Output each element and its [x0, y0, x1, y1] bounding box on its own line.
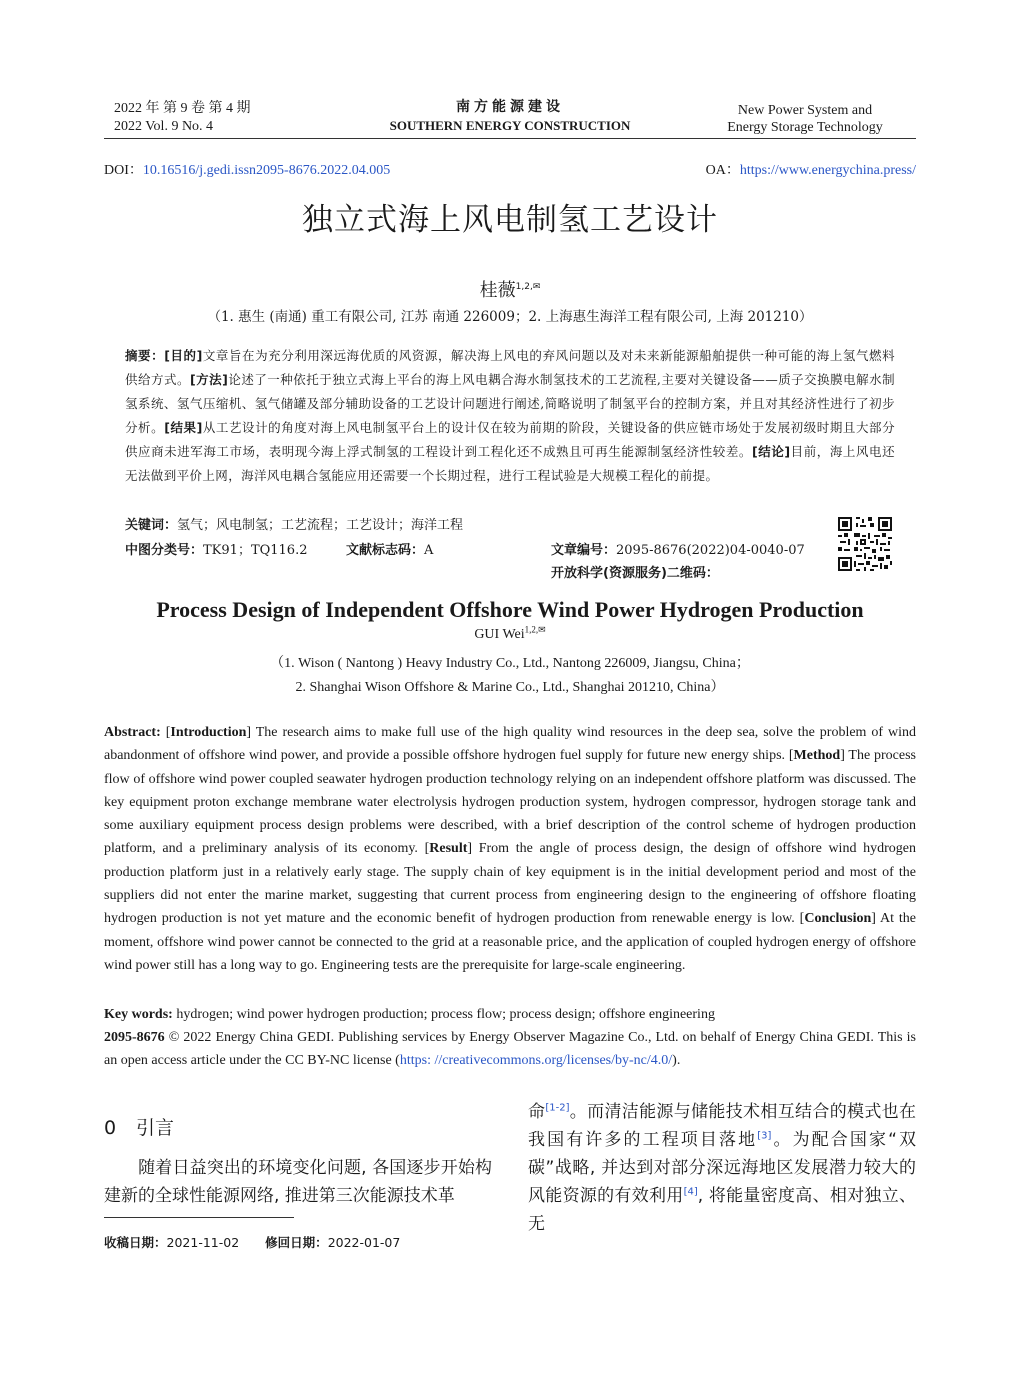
journal-name	[372, 98, 648, 135]
author-name-cn: 桂薇	[479, 280, 516, 301]
clc-value: TK91；TQ116.2	[203, 543, 308, 558]
doi	[104, 159, 390, 179]
author-name-en: GUI Wei	[474, 627, 525, 642]
keywords-en-value: hydrogen; wind power hydrogen production; process flow; process design; offshore engineering	[172, 1007, 715, 1022]
abstract-cn-method: 论述了一种依托于独立式海上平台的海上风电耦合海水制氢技术的工艺流程,主要对关键设备——质子交换膜电解水制氢系统、氢气压缩机、氢气储罐及部分辅助设备的工艺设计问题进行阐述,简略说明了制氢平台的控制方案，并且对其经济性进行了初步分析。	[125, 372, 895, 435]
column-name	[700, 102, 910, 136]
footnote-divider	[104, 1217, 294, 1218]
citation-ref[interactable]: [1-2]	[545, 1102, 570, 1114]
keywords-cn	[125, 514, 463, 533]
body-right-seg3: 。为配合国家“双碳”战略, 并达到对部分深远海地区发展潜力较大的风能资源的有效利用	[528, 1130, 917, 1206]
received-label: 收稿日期：	[104, 1235, 167, 1250]
keywords-en-label: Key words:	[104, 1007, 173, 1022]
abstract-en-introduction: The research aims to make full use of the high quality wind resources in the deep sea, solve the problem of wind abandonment of offshore wind power, and provide a possible offshore hydrogen fuel supply for future new energy ships.	[104, 725, 917, 764]
revised-label: 修回日期：	[265, 1235, 328, 1250]
oa-label: OA：	[705, 163, 740, 178]
license-link[interactable]: https: //creativecommons.org/licenses/by-nc/4.0/	[399, 1053, 673, 1069]
article-number-value: 2095-8676(2022)04-0040-07	[616, 543, 805, 558]
doc-code-value: A	[424, 543, 434, 558]
abstract-en: Abstract: [Introduction] The research aims to make full use of the high quality wind resources in the deep sea, solve the problem of wind abandonment of offshore wind power, and provide a possible offshore hydrogen fuel supply for future new energy ships. [Method] The process flow of offshore wind power coupled seawater hydrogen production technology relying on an independent offshore platform was discussed. The key equipment proton exchange membrane water electrolysis hydrogen production system, hydrogen compressor, hydrogen storage tank and some auxiliary equipment process design problems were described, with a brief description of the control scheme of hydrogen production platform, and a preliminary analysis of its economy. [Result] From the angle of process design, the design of offshore wind hydrogen production platform just in a relatively early stage. The supply chain of key equipment is in the initial development period and most of the suppliers did not enter the marine market, suggesting that current process from engineering design to the engineering of offshore floating hydrogen production is not yet mature and the economic benefit of hydrogen production from renewable energy is low. [Conclusion] At the moment, offshore wind power cannot be connected to the grid at a reasonable price, and the application of coupled hydrogen energy of offshore wind power still has a long way to go. Engineering tests are the prerequisite for large-scale engineering.	[104, 725, 917, 973]
body-text-left	[104, 1154, 492, 1210]
section-title: 引言	[136, 1117, 175, 1139]
body-right-seg4: , 将能量密度高、相对独立、无	[528, 1186, 916, 1234]
document-code	[346, 539, 433, 558]
doi-label: DOI：	[104, 163, 143, 178]
tag-introduction: Introduction	[170, 725, 247, 740]
issue-info	[114, 100, 251, 136]
abstract-cn-conclusion: 目前，海上风电还无法做到平价上网，海洋风电耦合氢能应用还需要一个长期过程，进行工程试验是大规模工程化的前提。	[125, 444, 895, 483]
author-cn	[0, 276, 1020, 302]
abstract-en-method: The process flow of offshore wind power coupled seawater hydrogen production technology relying on an independent offshore platform was discussed. The key equipment proton exchange membrane water electrolysis hydrogen production system, hydrogen compressor, hydrogen storage tank and some auxiliary equipment process design problems were described, with a brief description of the control scheme of hydrogen production platform, and a preliminary analysis of its economy.	[104, 748, 917, 857]
doi-link[interactable]: 10.16516/j.gedi.issn2095-8676.2022.04.005	[142, 163, 391, 178]
section-heading	[104, 1113, 174, 1140]
clc-number	[125, 539, 308, 558]
author-en	[0, 624, 1020, 643]
author-affil-mark: 1,2,✉	[515, 282, 541, 292]
body-right-seg1: 命	[528, 1102, 546, 1122]
body-right-seg2: 。而清洁能源与储能技术相互结合的模式也在我国有许多的工程项目落地	[528, 1102, 917, 1150]
tag-method: [方法]	[189, 372, 229, 387]
issue-info-en: 2022 Vol. 9 No. 4	[114, 119, 214, 134]
abstract-en-label: Abstract:	[104, 725, 161, 740]
body-text-right	[528, 1098, 916, 1238]
oa-link[interactable]: https://www.energychina.press/	[739, 163, 916, 178]
abstract-en-conclusion: At the moment, offshore wind power cannot be connected to the grid at a reasonable price, and the application of coupled hydrogen energy of offshore wind power still has a long way to go. Engineering tests are the prerequisite for large-scale engineering.	[104, 911, 916, 973]
copyright-end: ).	[672, 1053, 681, 1069]
citation-ref[interactable]: [3]	[757, 1130, 772, 1142]
open-access	[706, 159, 916, 179]
paper-title-cn: 独立式海上风电制氢工艺设计	[302, 202, 718, 238]
revised-date: 2022-01-07	[327, 1235, 401, 1250]
qr-code-label: 开放科学(资源服务)二维码：	[551, 566, 719, 581]
tag-conclusion-en: Conclusion	[804, 911, 872, 927]
header-divider	[104, 138, 916, 139]
affiliation-cn: （1. 惠生 (南通) 重工有限公司, 江苏 南通 226009；2. 上海惠生海洋工程有限公司, 上海 201210）	[207, 309, 813, 325]
journal-name-cn: 南方能源建设	[456, 99, 564, 115]
copyright-notice	[104, 1026, 916, 1073]
affiliation-en-2: 2. Shanghai Wison Offshore & Marine Co., Ltd., Shanghai 201210, China）	[295, 680, 725, 695]
article-number	[551, 539, 805, 558]
clc-label: 中图分类号：	[125, 543, 204, 558]
abstract-cn-label: 摘要：	[125, 348, 165, 363]
column-name-line2: Energy Storage Technology	[727, 120, 883, 135]
affiliation-en-1: （1. Wison ( Nantong ) Heavy Industry Co., Ltd., Nantong 226009, Jiangsu, China；	[270, 656, 750, 671]
column-name-line1: New Power System and	[737, 103, 873, 118]
keywords-cn-label: 关键词：	[125, 518, 178, 533]
tag-purpose: [目的]	[164, 348, 203, 363]
abstract-cn	[125, 344, 895, 488]
author-en-affil-mark: 1,2,✉	[524, 624, 546, 635]
issue-info-cn: 2022 年 第 9 卷 第 4 期	[114, 101, 251, 116]
keywords-en	[104, 1003, 715, 1026]
qr-code[interactable]	[838, 517, 892, 571]
tag-method-en: Method	[793, 748, 841, 764]
tag-result: [结果]	[164, 420, 203, 435]
section-number: 0	[104, 1117, 117, 1139]
received-date: 2021-11-02	[166, 1235, 240, 1250]
body-paragraph-left: 随着日益突出的环境变化问题, 各国逐步开始构建新的全球性能源网络, 推进第三次能源技术革	[104, 1158, 492, 1206]
doc-code-label: 文献标志码：	[346, 543, 425, 558]
abstract-cn-purpose: 文章旨在为充分利用深远海优质的风资源，解决海上风电的弃风问题以及对未来新能源船舶提供一种可能的海上氢气燃料供给方式。	[125, 348, 895, 387]
copyright-text: © 2022 Energy China GEDI. Publishing services by Energy Observer Magazine Co., Ltd. on behalf of Energy China GEDI. This is an open access article under the CC BY-NC license (	[104, 1030, 916, 1069]
abstract-en-result: From the angle of process design, the design of offshore wind hydrogen production platform just in a relatively early stage. The supply chain of key equipment is in the initial development period and most of the suppliers did not enter the marine market, suggesting that current process from engineering design to the engineering of offshore floating hydrogen production is not yet mature and the economic benefit of hydrogen production from renewable energy is low.	[104, 841, 916, 927]
abstract-cn-result: 从工艺设计的角度对海上风电制氢平台上的设计仅在较为前期的阶段，关键设备的供应链市场处于发展初级时期且大部分供应商未进军海工市场，表明现今海上浮式制氢的工程设计到工程化还不成熟且可再生能源制氢经济性较差。	[125, 420, 895, 459]
journal-name-en: SOUTHERN ENERGY CONSTRUCTION	[389, 118, 631, 133]
citation-ref[interactable]: [4]	[683, 1186, 698, 1198]
tag-result-en: Result	[429, 841, 468, 857]
paper-title-en: Process Design of Independent Offshore Wind Power Hydrogen Production	[156, 597, 864, 622]
article-number-label: 文章编号：	[551, 543, 617, 558]
keywords-cn-value: 氢气；风电制氢；工艺流程；工艺设计；海洋工程	[177, 518, 464, 533]
tag-conclusion: [结论]	[751, 444, 791, 459]
footnote-dates	[104, 1233, 400, 1251]
issn: 2095-8676	[104, 1030, 165, 1045]
